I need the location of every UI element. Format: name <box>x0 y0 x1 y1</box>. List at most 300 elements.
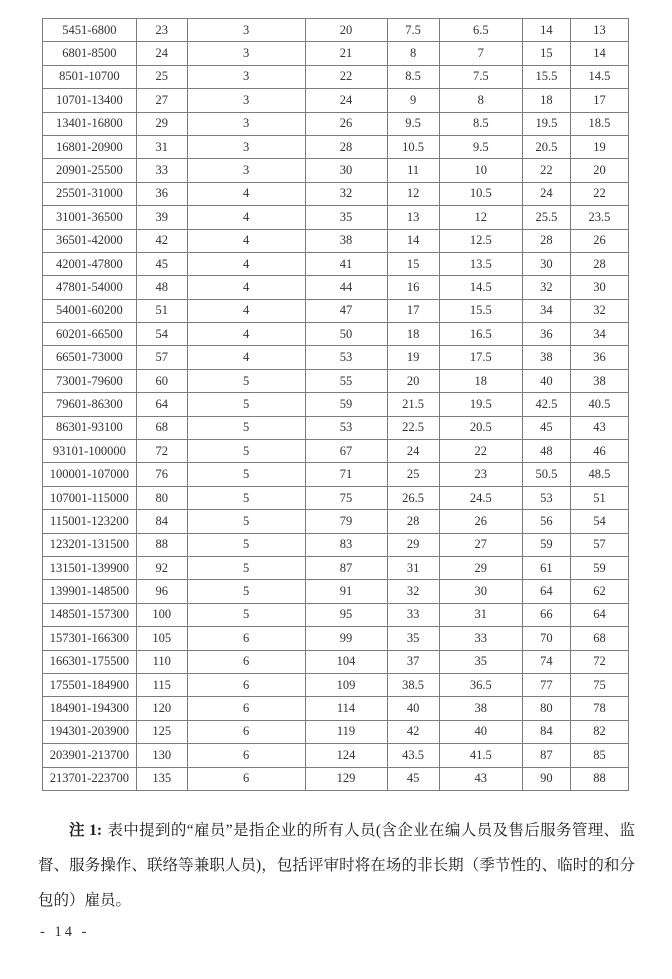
table-cell: 87 <box>522 744 570 767</box>
table-cell: 16801-20900 <box>43 135 137 158</box>
table-row <box>43 206 629 229</box>
table-cell: 6 <box>187 650 305 673</box>
table-cell: 36.5 <box>439 673 522 696</box>
table-row <box>43 697 629 720</box>
table-cell: 28 <box>305 135 387 158</box>
table-cell: 3 <box>187 159 305 182</box>
table-row <box>43 252 629 275</box>
table-row <box>43 556 629 579</box>
table-cell: 6 <box>187 697 305 720</box>
table-cell: 20 <box>387 369 439 392</box>
table-row <box>43 159 629 182</box>
table-cell: 22 <box>305 65 387 88</box>
page-number: - 14 - <box>40 924 90 940</box>
table-cell: 23 <box>136 19 187 42</box>
table-cell: 34 <box>570 323 628 346</box>
table-row <box>43 650 629 673</box>
table-cell: 19.5 <box>522 112 570 135</box>
table-row <box>43 533 629 556</box>
table-cell: 107001-115000 <box>43 486 137 509</box>
table-cell: 30 <box>305 159 387 182</box>
table-row <box>43 112 629 135</box>
table-cell: 3 <box>187 42 305 65</box>
table-cell: 9 <box>387 89 439 112</box>
table-cell: 47 <box>305 299 387 322</box>
table-cell: 4 <box>187 252 305 275</box>
table-cell: 21.5 <box>387 393 439 416</box>
table-row <box>43 440 629 463</box>
table-cell: 31 <box>439 603 522 626</box>
table-cell: 96 <box>136 580 187 603</box>
table-cell: 85 <box>570 744 628 767</box>
table-cell: 12.5 <box>439 229 522 252</box>
table-cell: 95 <box>305 603 387 626</box>
table-cell: 17.5 <box>439 346 522 369</box>
table-cell: 99 <box>305 627 387 650</box>
table-cell: 79601-86300 <box>43 393 137 416</box>
table-cell: 38 <box>570 369 628 392</box>
table-cell: 24 <box>522 182 570 205</box>
table-cell: 53 <box>522 486 570 509</box>
table-cell: 40 <box>522 369 570 392</box>
table-cell: 41.5 <box>439 744 522 767</box>
table-cell: 64 <box>522 580 570 603</box>
table-cell: 6.5 <box>439 19 522 42</box>
table-cell: 42 <box>136 229 187 252</box>
table-row <box>43 627 629 650</box>
table-row <box>43 510 629 533</box>
table-cell: 35 <box>387 627 439 650</box>
table-cell: 5 <box>187 533 305 556</box>
table-cell: 20.5 <box>522 135 570 158</box>
table-cell: 45 <box>136 252 187 275</box>
table-cell: 8501-10700 <box>43 65 137 88</box>
table-cell: 31 <box>136 135 187 158</box>
table-cell: 5451-6800 <box>43 19 137 42</box>
table-row <box>43 673 629 696</box>
table-cell: 57 <box>136 346 187 369</box>
table-cell: 13 <box>387 206 439 229</box>
table-cell: 16.5 <box>439 323 522 346</box>
table-row <box>43 744 629 767</box>
table-cell: 31001-36500 <box>43 206 137 229</box>
table-cell: 12 <box>387 182 439 205</box>
table-cell: 100 <box>136 603 187 626</box>
table-cell: 90 <box>522 767 570 790</box>
table-cell: 123201-131500 <box>43 533 137 556</box>
table-cell: 28 <box>570 252 628 275</box>
table-cell: 5 <box>187 510 305 533</box>
table-cell: 30 <box>439 580 522 603</box>
table-cell: 86301-93100 <box>43 416 137 439</box>
table-cell: 34 <box>522 299 570 322</box>
table-cell: 72 <box>570 650 628 673</box>
table-cell: 36 <box>570 346 628 369</box>
table-cell: 20 <box>305 19 387 42</box>
table-cell: 47801-54000 <box>43 276 137 299</box>
note-label: 注 1: <box>69 821 103 839</box>
table-cell: 139901-148500 <box>43 580 137 603</box>
table-cell: 28 <box>522 229 570 252</box>
table-cell: 74 <box>522 650 570 673</box>
table-cell: 19 <box>570 135 628 158</box>
table-cell: 130 <box>136 744 187 767</box>
table-cell: 30 <box>522 252 570 275</box>
table-cell: 6 <box>187 744 305 767</box>
table-cell: 31 <box>387 556 439 579</box>
table-cell: 76 <box>136 463 187 486</box>
table-cell: 135 <box>136 767 187 790</box>
table-cell: 60201-66500 <box>43 323 137 346</box>
table-cell: 40.5 <box>570 393 628 416</box>
table-cell: 119 <box>305 720 387 743</box>
table-cell: 78 <box>570 697 628 720</box>
table-cell: 40 <box>387 697 439 720</box>
table-cell: 57 <box>570 533 628 556</box>
table-cell: 8.5 <box>439 112 522 135</box>
table-cell: 73001-79600 <box>43 369 137 392</box>
fee-schedule-table <box>42 18 629 791</box>
table-cell: 66501-73000 <box>43 346 137 369</box>
table-cell: 20901-25500 <box>43 159 137 182</box>
table-cell: 71 <box>305 463 387 486</box>
table-cell: 83 <box>305 533 387 556</box>
table-cell: 60 <box>136 369 187 392</box>
table-cell: 80 <box>522 697 570 720</box>
table-cell: 6 <box>187 720 305 743</box>
table-cell: 14 <box>387 229 439 252</box>
table-cell: 13401-16800 <box>43 112 137 135</box>
table-cell: 25501-31000 <box>43 182 137 205</box>
table-cell: 109 <box>305 673 387 696</box>
note-paragraph <box>38 813 635 918</box>
table-cell: 104 <box>305 650 387 673</box>
table-cell: 43 <box>570 416 628 439</box>
table-cell: 32 <box>305 182 387 205</box>
table-cell: 9.5 <box>439 135 522 158</box>
table-cell: 4 <box>187 229 305 252</box>
table-cell: 26 <box>305 112 387 135</box>
table-cell: 4 <box>187 346 305 369</box>
table-cell: 38 <box>439 697 522 720</box>
table-cell: 51 <box>136 299 187 322</box>
table-cell: 29 <box>136 112 187 135</box>
table-cell: 23.5 <box>570 206 628 229</box>
table-cell: 18 <box>387 323 439 346</box>
table-cell: 6 <box>187 767 305 790</box>
table-cell: 92 <box>136 556 187 579</box>
table-cell: 11 <box>387 159 439 182</box>
table-cell: 33 <box>136 159 187 182</box>
table-cell: 48 <box>136 276 187 299</box>
table-cell: 7.5 <box>439 65 522 88</box>
table-cell: 51 <box>570 486 628 509</box>
table-cell: 75 <box>305 486 387 509</box>
table-cell: 24 <box>136 42 187 65</box>
table-cell: 43 <box>439 767 522 790</box>
table-cell: 29 <box>439 556 522 579</box>
table-cell: 8.5 <box>387 65 439 88</box>
table-cell: 42.5 <box>522 393 570 416</box>
table-cell: 5 <box>187 440 305 463</box>
table-cell: 91 <box>305 580 387 603</box>
table-cell: 5 <box>187 556 305 579</box>
table-row <box>43 463 629 486</box>
table-cell: 24 <box>305 89 387 112</box>
table-cell: 12 <box>439 206 522 229</box>
table-cell: 9.5 <box>387 112 439 135</box>
table-cell: 75 <box>570 673 628 696</box>
table-cell: 64 <box>570 603 628 626</box>
table-cell: 10.5 <box>439 182 522 205</box>
table-row <box>43 416 629 439</box>
table-cell: 42001-47800 <box>43 252 137 275</box>
table-row <box>43 767 629 790</box>
table-cell: 64 <box>136 393 187 416</box>
table-cell: 67 <box>305 440 387 463</box>
table-cell: 48 <box>522 440 570 463</box>
table-cell: 18.5 <box>570 112 628 135</box>
table-row <box>43 229 629 252</box>
table-cell: 129 <box>305 767 387 790</box>
table-cell: 4 <box>187 276 305 299</box>
table-cell: 5 <box>187 603 305 626</box>
table-cell: 26.5 <box>387 486 439 509</box>
note-text: 表中提到的“雇员”是指企业的所有人员(含企业在编人员及售后服务管理、监督、服务操作、联络等兼职人员)，包括评审时将在场的非长期（季节性的、临时的和分包的）雇员。 <box>38 821 635 909</box>
table-cell: 8 <box>439 89 522 112</box>
table-cell: 13 <box>570 19 628 42</box>
table-cell: 68 <box>136 416 187 439</box>
table-cell: 36 <box>522 323 570 346</box>
table-cell: 50 <box>305 323 387 346</box>
table-cell: 35 <box>305 206 387 229</box>
table-row <box>43 299 629 322</box>
table-cell: 14.5 <box>439 276 522 299</box>
table-row <box>43 580 629 603</box>
table-cell: 59 <box>305 393 387 416</box>
table-cell: 24 <box>387 440 439 463</box>
table-cell: 38 <box>305 229 387 252</box>
table-cell: 36501-42000 <box>43 229 137 252</box>
table-row <box>43 42 629 65</box>
table-cell: 3 <box>187 65 305 88</box>
table-cell: 25.5 <box>522 206 570 229</box>
table-row <box>43 486 629 509</box>
table-cell: 5 <box>187 486 305 509</box>
table-cell: 54 <box>136 323 187 346</box>
table-cell: 23 <box>439 463 522 486</box>
table-cell: 3 <box>187 89 305 112</box>
table-cell: 5 <box>187 580 305 603</box>
table-cell: 166301-175500 <box>43 650 137 673</box>
table-cell: 4 <box>187 323 305 346</box>
table-cell: 115 <box>136 673 187 696</box>
table-cell: 19.5 <box>439 393 522 416</box>
table-cell: 80 <box>136 486 187 509</box>
table-cell: 43.5 <box>387 744 439 767</box>
table-cell: 22 <box>522 159 570 182</box>
table-cell: 87 <box>305 556 387 579</box>
table-cell: 114 <box>305 697 387 720</box>
table-row <box>43 89 629 112</box>
table-cell: 10 <box>439 159 522 182</box>
table-cell: 37 <box>387 650 439 673</box>
table-cell: 7 <box>439 42 522 65</box>
table-cell: 14 <box>522 19 570 42</box>
table-cell: 82 <box>570 720 628 743</box>
table-cell: 148501-157300 <box>43 603 137 626</box>
table-cell: 6801-8500 <box>43 42 137 65</box>
table-cell: 22 <box>439 440 522 463</box>
table-cell: 45 <box>522 416 570 439</box>
table-cell: 33 <box>387 603 439 626</box>
table-cell: 26 <box>439 510 522 533</box>
table-cell: 42 <box>387 720 439 743</box>
table-cell: 14 <box>570 42 628 65</box>
table-cell: 93101-100000 <box>43 440 137 463</box>
table-cell: 46 <box>570 440 628 463</box>
table-cell: 184901-194300 <box>43 697 137 720</box>
table-cell: 48.5 <box>570 463 628 486</box>
table-cell: 38 <box>522 346 570 369</box>
table-cell: 50.5 <box>522 463 570 486</box>
table-cell: 110 <box>136 650 187 673</box>
table-cell: 38.5 <box>387 673 439 696</box>
table-row <box>43 603 629 626</box>
table-row <box>43 393 629 416</box>
table-cell: 6 <box>187 627 305 650</box>
table-cell: 56 <box>522 510 570 533</box>
table-cell: 59 <box>522 533 570 556</box>
table-row <box>43 182 629 205</box>
table-cell: 5 <box>187 369 305 392</box>
table-cell: 35 <box>439 650 522 673</box>
table-cell: 41 <box>305 252 387 275</box>
table-cell: 22 <box>570 182 628 205</box>
table-cell: 20 <box>570 159 628 182</box>
table-cell: 53 <box>305 346 387 369</box>
table-cell: 14.5 <box>570 65 628 88</box>
table-cell: 59 <box>570 556 628 579</box>
table-cell: 88 <box>570 767 628 790</box>
table-cell: 16 <box>387 276 439 299</box>
table-cell: 5 <box>187 416 305 439</box>
table-cell: 62 <box>570 580 628 603</box>
table-cell: 27 <box>439 533 522 556</box>
table-cell: 3 <box>187 19 305 42</box>
table-cell: 10701-13400 <box>43 89 137 112</box>
table-row <box>43 65 629 88</box>
table-cell: 124 <box>305 744 387 767</box>
table-row <box>43 346 629 369</box>
table-row <box>43 720 629 743</box>
table-cell: 19 <box>387 346 439 369</box>
table-cell: 203901-213700 <box>43 744 137 767</box>
table-row <box>43 276 629 299</box>
table-cell: 4 <box>187 206 305 229</box>
table-cell: 10.5 <box>387 135 439 158</box>
table-row <box>43 323 629 346</box>
fee-table-body <box>43 19 629 791</box>
table-row <box>43 19 629 42</box>
table-cell: 29 <box>387 533 439 556</box>
table-cell: 25 <box>387 463 439 486</box>
table-cell: 7.5 <box>387 19 439 42</box>
table-cell: 120 <box>136 697 187 720</box>
table-cell: 157301-166300 <box>43 627 137 650</box>
table-cell: 175501-184900 <box>43 673 137 696</box>
table-cell: 30 <box>570 276 628 299</box>
table-row <box>43 135 629 158</box>
table-cell: 115001-123200 <box>43 510 137 533</box>
table-cell: 22.5 <box>387 416 439 439</box>
table-cell: 15.5 <box>522 65 570 88</box>
table-cell: 25 <box>136 65 187 88</box>
table-cell: 84 <box>522 720 570 743</box>
table-cell: 26 <box>570 229 628 252</box>
table-cell: 17 <box>387 299 439 322</box>
table-cell: 131501-139900 <box>43 556 137 579</box>
table-cell: 36 <box>136 182 187 205</box>
table-cell: 55 <box>305 369 387 392</box>
table-cell: 194301-203900 <box>43 720 137 743</box>
table-cell: 88 <box>136 533 187 556</box>
table-cell: 54 <box>570 510 628 533</box>
table-cell: 6 <box>187 673 305 696</box>
table-cell: 125 <box>136 720 187 743</box>
table-cell: 28 <box>387 510 439 533</box>
table-cell: 15 <box>387 252 439 275</box>
table-cell: 13.5 <box>439 252 522 275</box>
table-cell: 15 <box>522 42 570 65</box>
table-cell: 70 <box>522 627 570 650</box>
table-cell: 66 <box>522 603 570 626</box>
table-cell: 79 <box>305 510 387 533</box>
table-cell: 20.5 <box>439 416 522 439</box>
table-cell: 32 <box>570 299 628 322</box>
table-cell: 77 <box>522 673 570 696</box>
table-cell: 40 <box>439 720 522 743</box>
table-cell: 5 <box>187 393 305 416</box>
table-cell: 15.5 <box>439 299 522 322</box>
table-cell: 8 <box>387 42 439 65</box>
table-cell: 54001-60200 <box>43 299 137 322</box>
table-cell: 72 <box>136 440 187 463</box>
table-cell: 84 <box>136 510 187 533</box>
table-cell: 68 <box>570 627 628 650</box>
table-cell: 4 <box>187 182 305 205</box>
table-cell: 3 <box>187 135 305 158</box>
table-cell: 61 <box>522 556 570 579</box>
table-cell: 53 <box>305 416 387 439</box>
table-cell: 4 <box>187 299 305 322</box>
table-cell: 5 <box>187 463 305 486</box>
table-cell: 100001-107000 <box>43 463 137 486</box>
table-cell: 3 <box>187 112 305 135</box>
table-cell: 32 <box>387 580 439 603</box>
table-cell: 27 <box>136 89 187 112</box>
table-row <box>43 369 629 392</box>
table-cell: 21 <box>305 42 387 65</box>
table-cell: 32 <box>522 276 570 299</box>
table-cell: 17 <box>570 89 628 112</box>
table-cell: 213701-223700 <box>43 767 137 790</box>
table-cell: 45 <box>387 767 439 790</box>
table-cell: 18 <box>439 369 522 392</box>
table-cell: 105 <box>136 627 187 650</box>
table-cell: 44 <box>305 276 387 299</box>
table-cell: 18 <box>522 89 570 112</box>
